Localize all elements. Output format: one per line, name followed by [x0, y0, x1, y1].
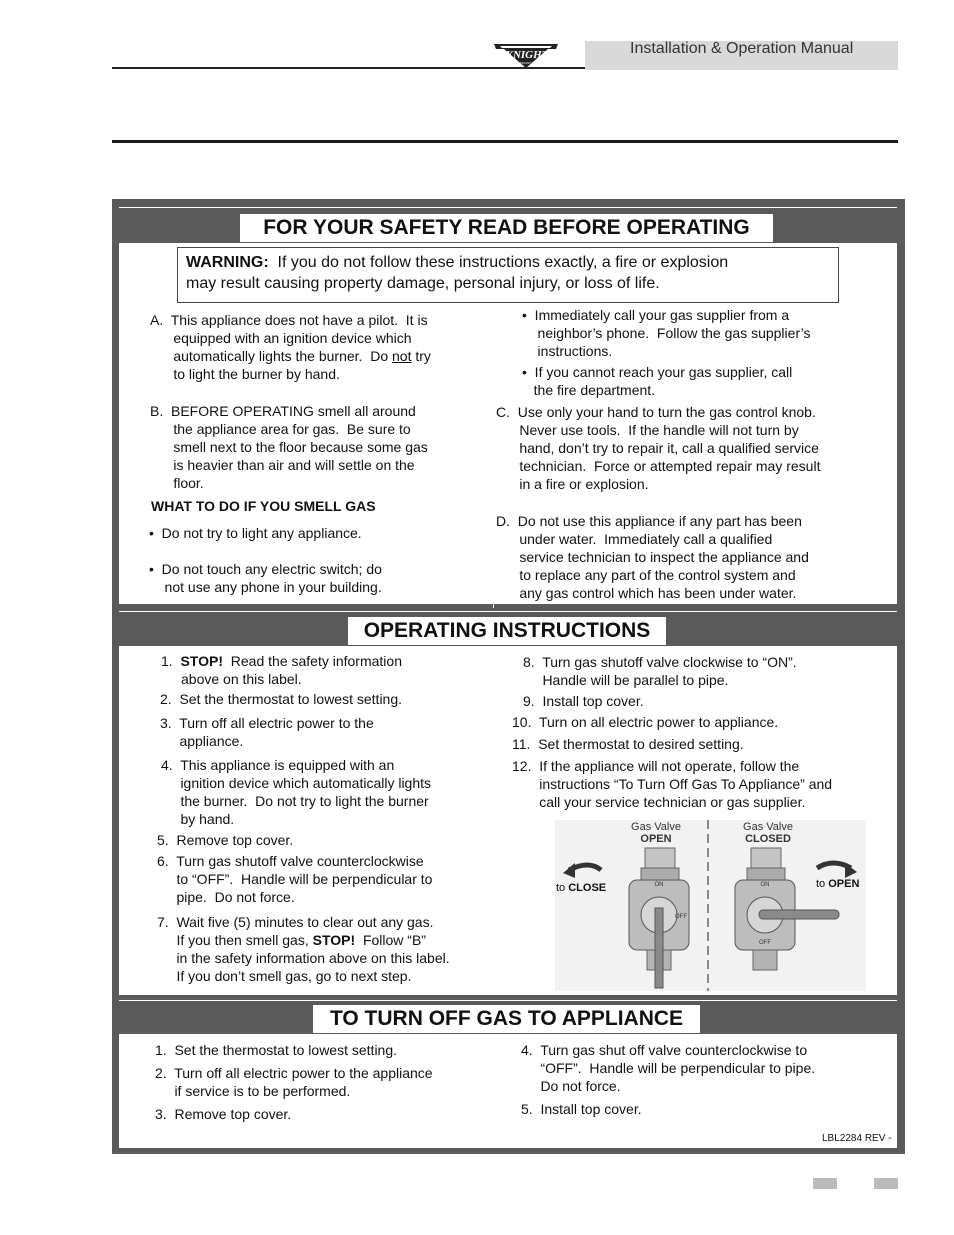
- operating-banner: OPERATING INSTRUCTIONS: [348, 617, 666, 645]
- not-emphasis: not: [392, 348, 412, 364]
- smell-bullet-1: • Do not try to light any appliance.: [149, 525, 362, 541]
- op-step-9: 9. Install top cover.: [523, 693, 644, 709]
- section-rule: [112, 140, 898, 143]
- svg-text:ON: ON: [760, 882, 770, 888]
- manual-title: Installation & Operation Manual: [630, 40, 854, 57]
- to-open-label: to OPEN: [816, 878, 860, 890]
- logo-subtext: WALL MOUNT BOILER: [511, 61, 543, 65]
- warning-label: WARNING:: [186, 254, 269, 271]
- panel-top-rule: [119, 207, 897, 208]
- warning-line1: If you do not follow these instructions exactly, a fire or explosion: [268, 254, 729, 271]
- footer-marker-left: [813, 1178, 837, 1189]
- item-c: C. Use only your hand to turn the gas control knob. Never use tools. If the handle will not turn by hand, don’t try to repair it, call a qualified service technician. Force or attempted repair may result in a fire or explosion.: [496, 404, 821, 492]
- turnoff-banner: TO TURN OFF GAS TO APPLIANCE: [313, 1005, 700, 1033]
- op-step-11: 11. Set thermostat to desired setting.: [512, 736, 744, 752]
- footer-marker-right: [874, 1178, 898, 1189]
- to-close-label: to CLOSE: [556, 882, 607, 894]
- valve-open-caption: Gas Valve OPEN: [631, 821, 681, 845]
- op-step-3: 3. Turn off all electric power to the appliance.: [160, 715, 374, 749]
- item-b: B. BEFORE OPERATING smell all around the appliance area for gas. Be sure to smell next to the floor because some gas is heavier than air and will settle on the floor.: [150, 403, 428, 491]
- right-bullets: • Immediately call your gas supplier from a neighbor’s phone. Follow the gas supplier’s instructions. • If you cannot reach your gas supplier, call the fire department.: [522, 307, 811, 398]
- valve-open-icon: [629, 848, 689, 988]
- op-step-8: 8. Turn gas shutoff valve clockwise to “ON”. Handle will be parallel to pipe.: [523, 654, 797, 688]
- smell-bullet-2: • Do not touch any electric switch; do not use any phone in your building.: [149, 561, 382, 595]
- op-step-1: 1. STOP! Read the safety information above on this label.: [161, 653, 402, 687]
- op-step-7: 7. Wait five (5) minutes to clear out any gas. If you then smell gas, STOP! Follow “B” in the safety information above on this label. If you don’t smell gas, go to next step.: [157, 914, 450, 984]
- valve-closed-caption: Gas Valve CLOSED: [743, 821, 793, 845]
- off-step-5: 5. Install top cover.: [521, 1101, 642, 1117]
- warning-line2: may result causing property damage, personal injury, or loss of life.: [186, 275, 660, 292]
- smell-gas-heading: WHAT TO DO IF YOU SMELL GAS: [151, 498, 376, 514]
- turnoff-right: 4. Turn gas shut off valve counterclockwise to “OFF”. Handle will be perpendicular to pipe. Do not force. 5. Install top cover.: [521, 1042, 816, 1117]
- off-step-2: 2. Turn off all electric power to the appliance: [155, 1065, 433, 1081]
- turnoff-left: 1. Set the thermostat to lowest setting. 2. Turn off all electric power to the appliance if service is to be performed. 3. Remove top cover.: [155, 1042, 433, 1122]
- op-step-2: 2. Set the thermostat to lowest setting.: [160, 691, 403, 707]
- label-code: LBL2284 REV -: [822, 1133, 892, 1144]
- safety-banner: FOR YOUR SAFETY READ BEFORE OPERATING: [240, 214, 773, 242]
- off-step-1: 1. Set the thermostat to lowest setting.: [155, 1042, 398, 1058]
- warning-box: [177, 247, 839, 303]
- item-a: A. This appliance does not have a pilot. It is equipped with an ignition device which automatically lights the burner. Do not try to light the burner by hand.: [150, 312, 431, 382]
- knight-logo-icon: [492, 40, 562, 70]
- op-step-4: 4. This appliance is equipped with an ignition device which automatically lights the burner. Do not try to light the burner by hand.: [161, 757, 432, 827]
- svg-text:OFF: OFF: [675, 914, 687, 920]
- off-step-4: 4. Turn gas shut off valve counterclockwise to: [521, 1042, 808, 1058]
- op-step-10: 10. Turn on all electric power to appliance.: [512, 714, 779, 730]
- logo-text: KNIGHT: [505, 49, 549, 61]
- svg-text:ON: ON: [654, 882, 664, 888]
- off-step-3: 3. Remove top cover.: [155, 1106, 292, 1122]
- svg-text:OFF: OFF: [759, 940, 771, 946]
- op-step-5: 5. Remove top cover.: [157, 832, 294, 848]
- valve-illustration: [555, 820, 866, 991]
- item-d: D. Do not use this appliance if any part has been under water. Immediately call a qualified service technician to inspect the appliance and to replace any part of the control system and any gas control which has been under water.: [496, 513, 809, 601]
- op-step-6: 6. Turn gas shutoff valve counterclockwise to “OFF”. Handle will be perpendicular to pipe. Do not force.: [157, 853, 433, 905]
- op-step-12: 12. If the appliance will not operate, follow the instructions “To Turn Off Gas To Appliance” and call your service technician or gas supplier.: [512, 758, 833, 810]
